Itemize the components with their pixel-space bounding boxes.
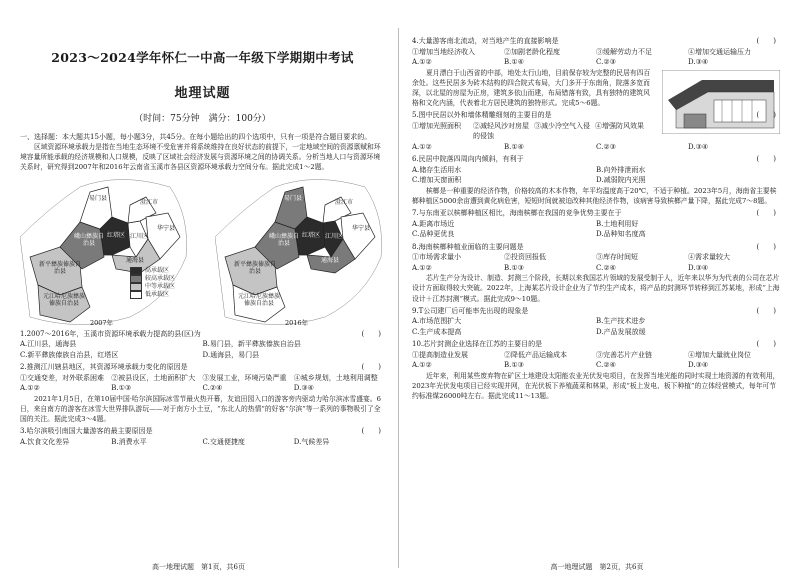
passage-6: 近年来，利用某些废弃物在矿区土地建设太阳能农业光伏发电项目，在发挥当地光能的同时实现土地资源的有效利用，2023年光伏发电项目已经实现并网，在光伏板下养殖蔬菜和林果，形成“板上发电、板下种植”的立体经营模式，每年可节约标准煤26000吨左右。据此完成11～13题。 [412, 371, 780, 401]
question-4-options [412, 57, 780, 68]
option[interactable]: B.消费水平 [111, 437, 147, 446]
legend-item-mid-high: 较高承载区 [130, 275, 175, 283]
statement: ②减轻风沙对房屋的侵蚀 [473, 121, 529, 141]
question-2-statements [20, 373, 385, 384]
passage-5: 芯片生产分为设计、制造、封测三个阶段，长期以来我国芯片领域的发展受制于人，近年来以华为为代表的公司在芯片设计方面取得较大突破。2022年，上海某芯片设计企业为了节约生产成本，将产品的封测环节转移到江苏某地，形成“上海设计＋江苏封测”模式。据此完成9～10题。 [412, 274, 780, 303]
page-footer-left: 高一地理试题 第1页，共6页 [152, 563, 245, 571]
label-huaning: 华宁县 [351, 224, 370, 232]
question-9-options [412, 316, 780, 337]
option[interactable]: A.①② [412, 361, 432, 370]
label-yuanjiang: 元江哈尼族彝族傣族自治县 [237, 292, 280, 307]
option[interactable]: A.江川县，通海县 [20, 340, 77, 349]
option[interactable]: D.③④ [688, 58, 709, 66]
map-2007 [20, 177, 190, 327]
courtyard-house-illustration [662, 70, 780, 134]
question-5-options [412, 142, 780, 153]
question-7-options [412, 219, 780, 240]
statement: ③发展工业，环境污染严重 [202, 373, 287, 382]
question-10-statements [412, 350, 780, 361]
option[interactable]: D.③④ [293, 384, 314, 393]
option[interactable]: D.③④ [688, 142, 709, 151]
question-10-options [412, 360, 780, 371]
map-2016 [215, 177, 385, 327]
option[interactable]: D.③④ [688, 361, 709, 370]
legend-swatch-low [130, 291, 142, 299]
label-jiangchuan: 江川区 [130, 232, 149, 240]
option[interactable]: A.①② [412, 142, 432, 151]
legend-swatch-mid-high [130, 275, 142, 283]
passage-2: 2021年1月5日，在第10届中国·哈尔滨国际冰雪节最火热开幕，友谊田园入口的游客旁内驱动力哈尔滨冰雪盛宴。6日，来自南方的游客在冰雪大世界排队游玩——对于南方小土豆，“东北人的热情”的好客“尔滨”等一系列的事物吸引了全国的关注。据此完成3～4题。 [20, 394, 381, 424]
label-xinping: 新平彝族傣族自治县 [233, 260, 276, 275]
statement: ③减少冷空气入侵 [534, 121, 590, 130]
label-yuanjiang: 元江哈尼族彝族傣族自治县 [42, 292, 85, 307]
option[interactable]: C.②③ [596, 58, 616, 66]
question-8-options [412, 263, 780, 274]
section-instructions: 一、选择题：本大题共15小题，每小题3分，共45分。在每小题给出的四个选项中，只有一项是符合题目要求的。 [20, 133, 372, 141]
label-eshan: 峨山彝族自治县 [269, 232, 300, 247]
option[interactable]: B.①③ [504, 361, 524, 370]
question-2: 2.推测江川辖县地区，其资源环境承载力变化的原因是 ( ) [20, 363, 381, 372]
question-6: 6.民居中院落四周向内倾斜，有利于 ( ) [412, 155, 776, 164]
statement: ④增加交通运输压力 [688, 47, 751, 56]
option[interactable]: D.气候差异 [293, 437, 330, 446]
option[interactable]: C.②④ [202, 384, 223, 393]
passage-4: 槟榔是一种重要的经济作物，价格较高的木本作物，年平均温度高于20℃，不适于种植。2023年5月，海南省主要槟榔种植区5000余亩遭到黄化病危害，短短时间就被迫改种其他经济作物，该病害导致槟榔产量下降，据此完成7～8题。 [412, 186, 777, 206]
label-yimen: 易门县 [283, 194, 302, 202]
option[interactable]: B.生产技术进步 [596, 317, 646, 326]
question-7: 7.与东南亚以槟榔种植区相比，海南槟榔在我国的竞争优势主要在于 ( ) [412, 209, 776, 218]
label-xinping: 新平彝族傣族自治县 [38, 260, 81, 275]
year-2007: 2007年 [90, 318, 114, 327]
question-1: 1.2007～2016年，玉溪市资源环境承载力提高的县(区)为 ( ) [20, 329, 381, 338]
option[interactable]: D.产品发展放缓 [596, 327, 646, 336]
option[interactable]: C.②④ [596, 361, 616, 370]
statement: ④城乡规划，土地利用调整 [293, 373, 378, 382]
statement: ④增强防风效果 [595, 121, 644, 130]
label-huaning: 华宁县 [156, 224, 175, 232]
question-8: 8.海南槟榔种植业面临的主要问题是 ( ) [412, 242, 776, 251]
option[interactable]: C.交通便捷度 [202, 437, 245, 446]
option[interactable]: D.减弱院内光照 [596, 176, 646, 185]
label-chengjiang: 澄江市 [140, 198, 159, 206]
option[interactable]: D.③④ [688, 263, 709, 272]
question-10: 10.芯片封测企业选择在江苏的主要目的是 ( ) [412, 340, 776, 349]
page-footer-right: 高一地理试题 第2页，共6页 [550, 563, 644, 571]
legend-swatch-medium [130, 283, 142, 291]
label-yimen: 易门县 [88, 194, 107, 202]
label-tonghai: 通海县 [125, 256, 144, 264]
option[interactable]: C.②③ [596, 142, 616, 151]
legend-item-medium: 中等承载区 [130, 283, 175, 291]
option[interactable]: D.品种知名度高 [596, 230, 646, 239]
statement: ①市场需求量小 [412, 253, 461, 262]
option[interactable]: B.向外排泄雨水 [596, 165, 646, 174]
question-5: 5.图中民居以外和墙体精雕细刻的主要目的是 ( ) [412, 111, 776, 120]
statement: ④增加大量就业岗位 [688, 350, 751, 359]
statement: ②加剧老龄化程度 [504, 47, 560, 56]
page-divider [398, 28, 399, 568]
question-9: 9.T公司建厂后可能率先出现的现象是 ( ) [412, 306, 776, 315]
question-2-options [20, 383, 385, 394]
option[interactable]: C.生产成本提高 [412, 327, 462, 336]
option[interactable]: A.饮食文化差异 [20, 437, 70, 446]
right-page [400, 0, 794, 578]
label-chengjiang: 澄江市 [335, 198, 354, 206]
statement: ①交通变差，对外联系困难 [20, 373, 104, 382]
option[interactable]: B.土地利用好 [596, 219, 639, 228]
question-1-options [20, 339, 385, 360]
option[interactable]: A.市场范围扩大 [412, 317, 462, 326]
passage-1: 区域资源环境承载力是指在当地生态环境不受危害并将系统维持在良好状态的前提下，一定地域空间的资源禀赋和环境容量所能承载的经济规模和人口规模，反映了区域社会经济发展与资源环境之间的协调关系。分析当地人口与资源环境关系时，研究得到2007年和2016年云南省玉溪市各县区资源环境承载力空间分布。据此完成1～2题。 [20, 143, 381, 172]
label-hongta: 红塔区 [301, 231, 320, 239]
statement: ②降低产品运输成本 [504, 350, 567, 359]
option[interactable]: A.①② [412, 58, 432, 66]
option[interactable]: A.距离市场近 [412, 219, 455, 228]
statement: ②投资回报低 [504, 253, 546, 262]
legend-swatch-high [130, 267, 142, 275]
map-figure [20, 177, 385, 327]
statement: ①增加当地经济收入 [412, 47, 475, 56]
label-eshan: 峨山彝族自治县 [74, 232, 105, 247]
question-5-statements [412, 121, 656, 142]
option[interactable]: B.①③ [111, 384, 132, 393]
statement: ③完善芯片产业链 [596, 350, 652, 359]
exam-title: 2023～2024学年怀仁一中高一年级下学期期中考试 [51, 50, 354, 65]
question-3-options [20, 437, 385, 448]
option[interactable]: A.储存生活用水 [412, 165, 462, 174]
legend-item-low: 低承载区 [130, 291, 175, 299]
statement: ④需求量较大 [688, 253, 730, 262]
year-2016: 2016年 [285, 318, 309, 327]
passage-3: 夏月漂白于山西省的中部，地处太行山地，目前保存较为完整的民居有四百余处。这些民居多为砖木结构的四合院式布局，大门多开于东南角，院落多宽而深，以北屋的房屋为正房，建筑多依山而建，布局错落有致，具有独特的建筑风格和文化内涵，代表着北方居民建筑的独特形式。完成5～6题。 [412, 68, 651, 108]
map-legend [130, 267, 175, 299]
legend-item-high: 高承载区 [130, 267, 175, 275]
option[interactable]: D.通海县，易门县 [202, 350, 260, 359]
label-jiangchuan: 江川区 [325, 232, 344, 240]
statement: ①提高制造业发展 [412, 350, 468, 359]
statement: ③库存时间短 [596, 253, 638, 262]
statement: ②被县设区，土地面积扩大 [111, 373, 196, 382]
option[interactable]: C.增加天窗面积 [412, 176, 462, 185]
option[interactable]: B.①③ [504, 263, 524, 272]
question-4-statements [412, 47, 780, 58]
option[interactable]: C.品种更优良 [412, 230, 455, 239]
option[interactable]: B.①④ [504, 58, 524, 66]
question-8-statements [412, 252, 780, 263]
option[interactable]: A.①② [412, 263, 432, 272]
question-3: 3.哈尔滨吸引南国大量游客的最主要原因是 ( ) [20, 427, 381, 436]
subject-title: 地理试题 [174, 86, 231, 101]
statement: ①增加光照面积 [412, 121, 461, 130]
question-4: 4.大量游客南北流动，对当地产生的直接影响是 ( ) [412, 37, 776, 45]
label-hongta: 红塔区 [106, 231, 125, 239]
option[interactable]: C.②④ [596, 263, 616, 272]
label-tonghai: 通海县 [320, 256, 339, 264]
option[interactable]: A.①② [20, 384, 40, 393]
option[interactable]: C.新平彝族傣族自治县，红塔区 [20, 350, 119, 359]
statement: ③缓解劳动力不足 [596, 47, 652, 56]
option[interactable]: B.易门县，新平彝族傣族自治县 [202, 340, 301, 349]
option[interactable]: B.①④ [504, 142, 524, 151]
exam-meta: （时间：75分钟 满分：100分） [134, 114, 271, 124]
question-6-options [412, 165, 780, 186]
